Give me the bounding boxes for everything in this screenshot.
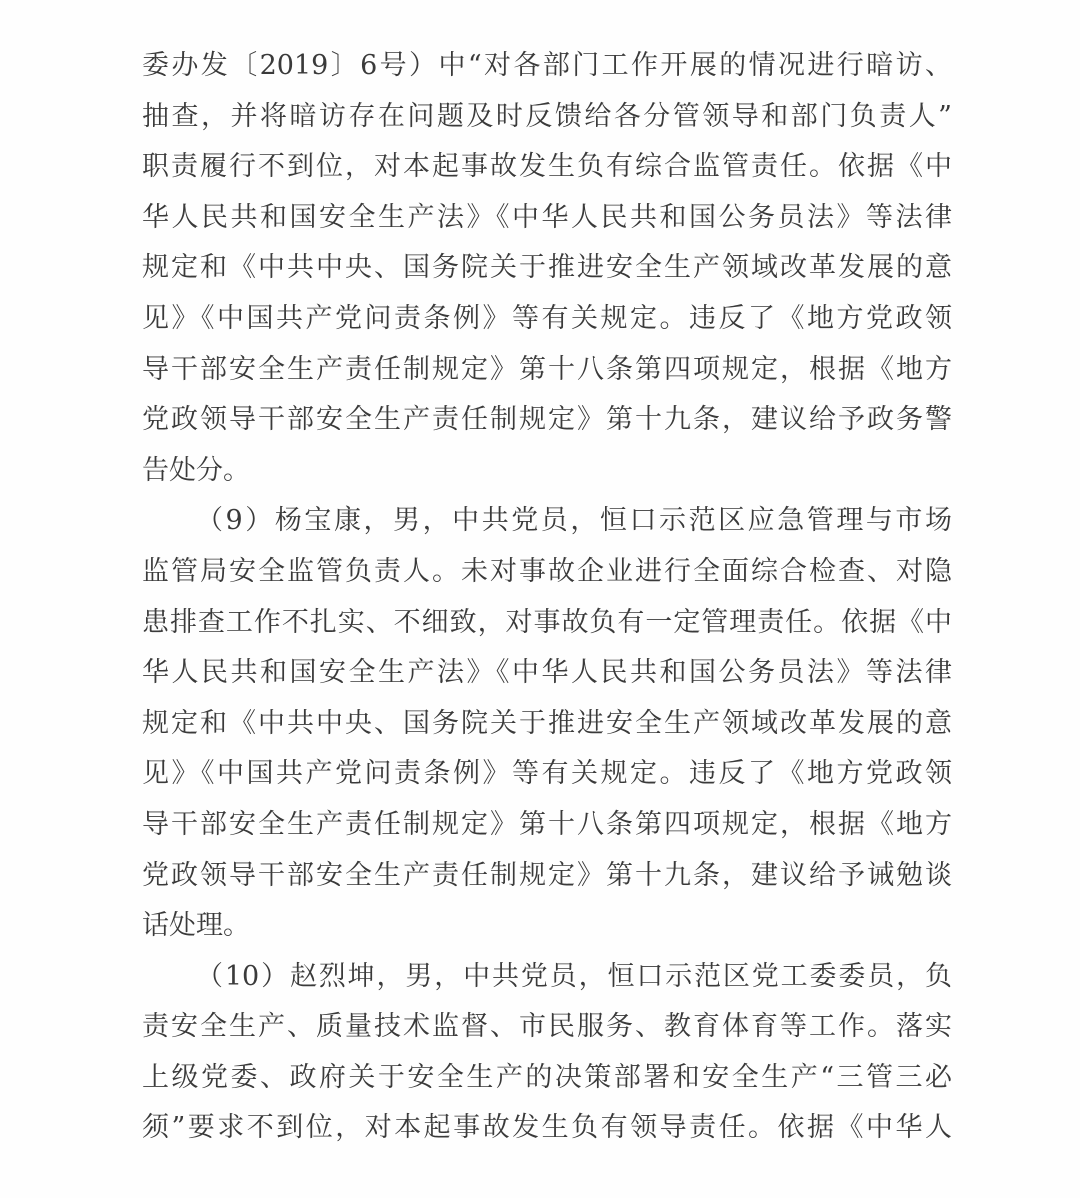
- paragraph-continuation: [142, 41, 952, 496]
- text-line: 告处分。: [142, 454, 250, 486]
- text-line: 导干部安全生产责任制规定》第十八条第四项规定，根据《地方: [142, 808, 952, 840]
- text-line: 见》《中国共产党问责条例》等有关规定。违反了《地方党政领: [142, 302, 952, 334]
- text-line: 抽查，并将暗访存在问题及时反馈给各分管领导和部门负责人”: [142, 100, 952, 132]
- text-line: 上级党委、政府关于安全生产的决策部署和安全生产“三管三必: [142, 1061, 952, 1093]
- text-line: 患排查工作不扎实、不细致，对事故负有一定管理责任。依据《中: [142, 606, 952, 638]
- text-line: 监管局安全监管负责人。未对事故企业进行全面综合检查、对隐: [142, 555, 952, 587]
- paragraph-item-10: [142, 952, 952, 1154]
- document-text-block: [142, 41, 952, 1154]
- text-line: 责安全生产、质量技术监督、市民服务、教育体育等工作。落实: [142, 1011, 952, 1043]
- text-line: 话处理。: [142, 910, 250, 942]
- text-line: 华人民共和国安全生产法》《中华人民共和国公务员法》等法律: [142, 201, 952, 233]
- text-line: 党政领导干部安全生产责任制规定》第十九条，建议给予政务警: [142, 404, 952, 436]
- text-line: 见》《中国共产党问责条例》等有关规定。违反了《地方党政领: [142, 758, 952, 790]
- text-line: 规定和《中共中央、国务院关于推进安全生产领域改革发展的意: [142, 707, 952, 739]
- text-line: 职责履行不到位，对本起事故发生负有综合监管责任。依据《中: [142, 151, 952, 183]
- paragraph-item-9: [142, 496, 952, 951]
- text-line: 规定和《中共中央、国务院关于推进安全生产领域改革发展的意: [142, 252, 952, 284]
- text-line: 华人民共和国安全生产法》《中华人民共和国公务员法》等法律: [142, 657, 952, 689]
- text-line: 须”要求不到位，对本起事故发生负有领导责任。依据《中华人: [142, 1112, 952, 1144]
- text-line: （9）杨宝康，男，中共党员，恒口示范区应急管理与市场: [196, 505, 952, 537]
- text-line: （10）赵烈坤，男，中共党员，恒口示范区党工委委员，负: [196, 960, 952, 992]
- text-line: 委办发〔2019〕6号）中“对各部门工作开展的情况进行暗访、: [142, 50, 952, 81]
- text-line: 党政领导干部安全生产责任制规定》第十九条，建议给予诫勉谈: [142, 859, 952, 891]
- text-line: 导干部安全生产责任制规定》第十八条第四项规定，根据《地方: [142, 353, 952, 385]
